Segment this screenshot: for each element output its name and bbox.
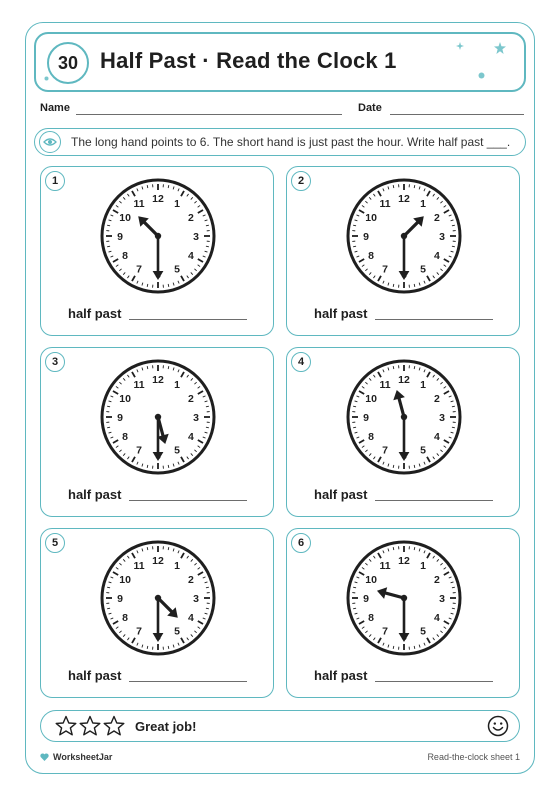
clock-number: 1 — [420, 197, 426, 210]
clock-number: 10 — [365, 211, 377, 224]
clock-number: 11 — [379, 378, 391, 391]
clock-tick — [206, 587, 209, 588]
clock-tick — [107, 427, 110, 428]
clock-tick — [393, 646, 394, 649]
clock-number: 7 — [382, 625, 388, 638]
clock-number: 9 — [117, 230, 123, 243]
clock-number: 12 — [398, 554, 410, 567]
clock-number: 4 — [433, 430, 440, 443]
answer-label: half past — [68, 487, 122, 502]
clock-tick — [147, 547, 148, 550]
clock-tick — [414, 284, 415, 287]
clock-tick — [147, 366, 148, 369]
clock-tick — [414, 366, 415, 369]
heart-icon — [40, 753, 49, 761]
clock-number: 3 — [439, 592, 445, 605]
brand — [40, 752, 112, 762]
clock-number: 2 — [187, 211, 194, 224]
star-icon[interactable] — [103, 715, 125, 737]
clock-number: 11 — [133, 559, 145, 572]
clock-number: 12 — [152, 554, 164, 567]
clock-number: 7 — [382, 263, 388, 276]
name-date-row — [40, 102, 524, 120]
clock-number: 5 — [420, 625, 426, 638]
clock-face — [345, 177, 463, 295]
clock-number: 1 — [174, 378, 180, 391]
answer-field[interactable] — [375, 681, 493, 682]
instruction-text: The long hand points to 6. The short hand is just past the hour. Write half past ___. — [71, 135, 511, 149]
name-label: Name — [40, 102, 70, 114]
clock-tick — [206, 427, 209, 428]
clock-number: 11 — [133, 378, 145, 391]
date-field[interactable] — [390, 114, 524, 115]
clock-tick — [353, 427, 356, 428]
clock-tick — [353, 225, 356, 226]
clock-face — [345, 358, 463, 476]
page-title: Half Past · Read the Clock 1 — [100, 48, 397, 73]
clock-number: 12 — [152, 373, 164, 386]
sheet-label: Read-the-clock sheet 1 — [427, 752, 520, 762]
clock-tick — [147, 465, 148, 468]
clock-number: 4 — [433, 611, 440, 624]
clock-tick — [353, 587, 356, 588]
clock-number: 8 — [122, 611, 129, 624]
praise-text: Great job! — [135, 719, 197, 734]
clock-number: 11 — [379, 197, 391, 210]
clock-tick — [452, 608, 455, 609]
clock-tick — [393, 465, 394, 468]
clock-number: 4 — [187, 249, 194, 262]
clock-face — [99, 177, 217, 295]
clock-number: 8 — [368, 430, 375, 443]
star-icon[interactable] — [79, 715, 101, 737]
clock-tick — [168, 284, 169, 287]
clock-number: 7 — [382, 444, 388, 457]
clock-number: 8 — [122, 430, 129, 443]
clock-tick — [147, 646, 148, 649]
clock-number: 9 — [117, 411, 123, 424]
clock-number: 12 — [398, 373, 410, 386]
date-label: Date — [358, 102, 382, 114]
clock-number: 10 — [119, 573, 131, 586]
rating-stars — [55, 715, 125, 737]
clock-card — [286, 166, 520, 336]
clock-tick — [393, 547, 394, 550]
clock-number: 5 — [174, 625, 180, 638]
clock-card — [40, 528, 274, 698]
footer-bar — [40, 710, 520, 742]
clock-number: 4 — [187, 611, 194, 624]
clock-card — [40, 166, 274, 336]
clock-number: 1 — [420, 559, 426, 572]
instruction-bar — [34, 128, 526, 156]
answer-field[interactable] — [375, 319, 493, 320]
clock-tick — [107, 406, 110, 407]
dot-decoration-icon — [44, 76, 49, 81]
clock-tick — [452, 427, 455, 428]
header — [34, 32, 526, 92]
clock-card — [286, 528, 520, 698]
answer-label: half past — [314, 487, 368, 502]
clock-number: 3 — [439, 411, 445, 424]
clock-number: 9 — [117, 592, 123, 605]
clock-number: 7 — [136, 625, 142, 638]
clock-number: 10 — [365, 573, 377, 586]
worksheet-number: 30 — [47, 42, 89, 84]
clock-number: 5 — [420, 263, 426, 276]
clock-number: 3 — [439, 230, 445, 243]
clock-tick — [168, 366, 169, 369]
clock-tick — [452, 246, 455, 247]
clock-number: 2 — [433, 211, 440, 224]
clock-tick — [353, 608, 356, 609]
clock-tick — [206, 246, 209, 247]
clock-tick — [414, 547, 415, 550]
answer-label: half past — [314, 306, 368, 321]
clock-card — [40, 347, 274, 517]
answer-label: half past — [68, 306, 122, 321]
clock-tick — [414, 185, 415, 188]
clock-number: 2 — [433, 392, 440, 405]
clock-tick — [414, 646, 415, 649]
clock-tick — [414, 465, 415, 468]
clock-tick — [206, 608, 209, 609]
clock-number: 2 — [187, 392, 194, 405]
clock-tick — [452, 225, 455, 226]
clock-tick — [393, 366, 394, 369]
clock-number: 10 — [119, 392, 131, 405]
card-number: 2 — [291, 171, 311, 191]
clock-tick — [353, 406, 356, 407]
brand-name: WorksheetJar — [53, 752, 113, 762]
clock-tick — [353, 246, 356, 247]
clock-number: 5 — [420, 444, 426, 457]
star-icon[interactable] — [55, 715, 77, 737]
clock-number: 1 — [174, 559, 180, 572]
card-number: 1 — [45, 171, 65, 191]
clock-card — [286, 347, 520, 517]
answer-field[interactable] — [129, 500, 247, 501]
clock-number: 9 — [363, 230, 369, 243]
clock-face — [345, 539, 463, 657]
clock-number: 4 — [433, 249, 440, 262]
clock-tick — [206, 225, 209, 226]
eye-icon — [39, 131, 61, 153]
name-field[interactable] — [76, 114, 342, 115]
clock-number: 1 — [174, 197, 180, 210]
clock-tick — [168, 547, 169, 550]
star-decoration-icon — [456, 42, 464, 50]
clock-number: 4 — [187, 430, 194, 443]
clock-tick — [206, 406, 209, 407]
card-number: 4 — [291, 352, 311, 372]
dot-decoration-icon — [478, 72, 485, 79]
clock-tick — [107, 225, 110, 226]
clock-tick — [452, 587, 455, 588]
card-number: 3 — [45, 352, 65, 372]
clock-number: 10 — [119, 211, 131, 224]
clock-number: 3 — [193, 592, 199, 605]
answer-field[interactable] — [375, 500, 493, 501]
answer-field[interactable] — [129, 681, 247, 682]
clock-number: 5 — [174, 263, 180, 276]
clock-tick — [393, 185, 394, 188]
answer-label: half past — [314, 668, 368, 683]
clock-tick — [452, 406, 455, 407]
clock-number: 11 — [379, 559, 391, 572]
clock-tick — [168, 185, 169, 188]
clock-face — [99, 358, 217, 476]
star-decoration-icon — [494, 42, 506, 54]
clock-tick — [147, 284, 148, 287]
clock-number: 9 — [363, 592, 369, 605]
clock-tick — [168, 465, 169, 468]
clock-number: 5 — [174, 444, 180, 457]
clock-number: 8 — [122, 249, 129, 262]
clock-tick — [393, 284, 394, 287]
clock-number: 2 — [187, 573, 194, 586]
clock-number: 9 — [363, 411, 369, 424]
clock-number: 7 — [136, 444, 142, 457]
clock-number: 1 — [420, 378, 426, 391]
clock-tick — [107, 608, 110, 609]
clock-tick — [147, 185, 148, 188]
clock-number: 8 — [368, 611, 375, 624]
card-number: 5 — [45, 533, 65, 553]
clock-number: 12 — [152, 192, 164, 205]
clock-number: 8 — [368, 249, 375, 262]
smiley-icon — [487, 715, 509, 737]
answer-label: half past — [68, 668, 122, 683]
clock-number: 10 — [365, 392, 377, 405]
answer-field[interactable] — [129, 319, 247, 320]
clock-number: 12 — [398, 192, 410, 205]
card-number: 6 — [291, 533, 311, 553]
clock-tick — [107, 587, 110, 588]
clock-face — [99, 539, 217, 657]
clock-number: 2 — [433, 573, 440, 586]
clock-tick — [107, 246, 110, 247]
clock-number: 3 — [193, 411, 199, 424]
clock-number: 3 — [193, 230, 199, 243]
clock-tick — [168, 646, 169, 649]
clock-number: 11 — [133, 197, 145, 210]
clock-number: 7 — [136, 263, 142, 276]
